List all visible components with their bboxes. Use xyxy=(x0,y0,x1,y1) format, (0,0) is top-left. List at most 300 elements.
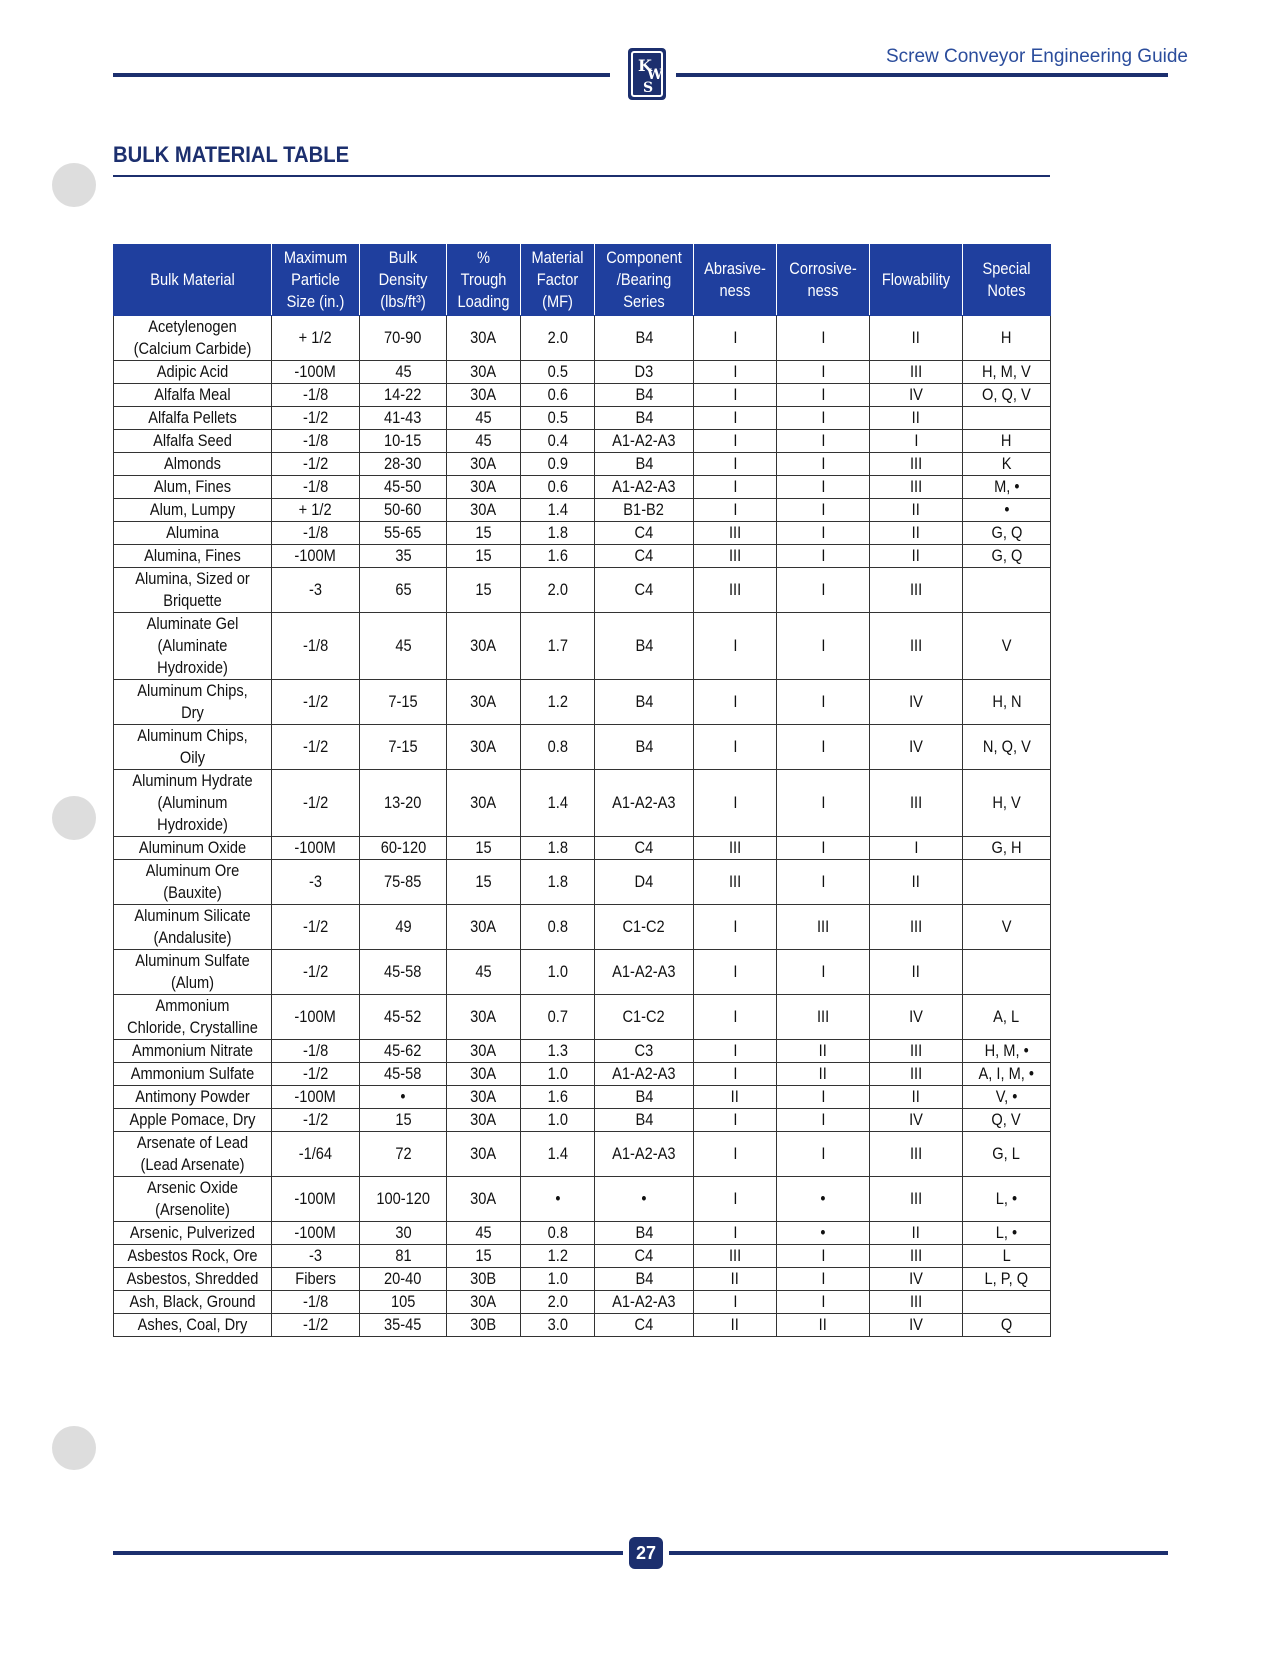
cell-text: I xyxy=(732,1041,738,1060)
cell-text: II xyxy=(911,1223,921,1242)
cell-component-series xyxy=(595,522,694,545)
cell-special-notes xyxy=(963,1177,1051,1222)
cell-text: I xyxy=(820,523,826,542)
header-abrasiveness xyxy=(694,245,777,316)
cell-text: + 1/2 xyxy=(299,500,332,519)
cell-text: Antimony Powder xyxy=(135,1087,250,1106)
table-row xyxy=(114,1245,1051,1268)
header-label: Maximum Particle Size (in.) xyxy=(283,248,348,311)
cell-text: IV xyxy=(909,1315,923,1334)
cell-special-notes xyxy=(963,837,1051,860)
cell-text: I xyxy=(820,431,826,450)
cell-text: III xyxy=(816,917,830,936)
cell-text: G, Q xyxy=(991,546,1022,565)
cell-text: 1.4 xyxy=(547,1144,568,1163)
cell-text: I xyxy=(732,1007,738,1026)
cell-corrosiveness xyxy=(777,725,870,770)
cell-corrosiveness xyxy=(777,950,870,995)
cell-text: B4 xyxy=(635,454,653,473)
cell-material-factor xyxy=(521,568,595,613)
cell-material-factor xyxy=(521,680,595,725)
cell-text: -1/8 xyxy=(302,385,329,404)
cell-abrasiveness xyxy=(694,950,777,995)
cell-special-notes xyxy=(963,1222,1051,1245)
cell-text: 45-58 xyxy=(384,1064,422,1083)
cell-material-factor xyxy=(521,905,595,950)
cell-bulk-density xyxy=(360,725,447,770)
cell-text: II xyxy=(911,872,921,891)
header-label: Special Notes xyxy=(982,259,1031,300)
cell-text: 41-43 xyxy=(384,408,422,427)
header-special-notes xyxy=(963,245,1051,316)
cell-text: 30A xyxy=(470,917,497,936)
cell-abrasiveness xyxy=(694,1040,777,1063)
cell-text: L, P, Q xyxy=(984,1269,1029,1288)
cell-text: A1-A2-A3 xyxy=(612,793,676,812)
cell-text: III xyxy=(909,362,923,381)
cell-flowability xyxy=(870,1222,963,1245)
binder-hole-top xyxy=(52,163,96,207)
cell-trough-loading xyxy=(447,545,521,568)
cell-text: -1/8 xyxy=(302,477,329,496)
cell-text: -3 xyxy=(308,580,323,599)
footer-rule-left xyxy=(113,1551,623,1555)
cell-text: Alumina, Sized or Briquette xyxy=(135,569,250,610)
cell-max-particle-size xyxy=(272,453,360,476)
cell-text: 30A xyxy=(470,362,497,381)
cell-trough-loading xyxy=(447,499,521,522)
cell-text: III xyxy=(909,793,923,812)
cell-text: I xyxy=(732,500,738,519)
cell-text: 3.0 xyxy=(547,1315,568,1334)
cell-text: Q, V xyxy=(991,1110,1022,1129)
kws-logo xyxy=(626,46,668,102)
cell-text: I xyxy=(820,1246,826,1265)
cell-text: • xyxy=(820,1189,826,1208)
cell-text: 30A xyxy=(470,1041,497,1060)
header-label: Flowability xyxy=(881,270,951,289)
cell-text: • xyxy=(820,1223,826,1242)
cell-text: 30A xyxy=(470,1292,497,1311)
cell-trough-loading xyxy=(447,995,521,1040)
cell-text: 15 xyxy=(475,523,492,542)
cell-component-series xyxy=(595,680,694,725)
cell-corrosiveness xyxy=(777,568,870,613)
cell-material-factor xyxy=(521,361,595,384)
cell-max-particle-size xyxy=(272,430,360,453)
cell-text: II xyxy=(911,408,921,427)
cell-text: I xyxy=(732,431,738,450)
cell-bulk-density xyxy=(360,430,447,453)
table-row xyxy=(114,384,1051,407)
cell-text: H, N xyxy=(991,692,1022,711)
cell-text: V xyxy=(1001,636,1012,655)
cell-corrosiveness xyxy=(777,476,870,499)
cell-text: I xyxy=(732,1144,738,1163)
cell-abrasiveness xyxy=(694,1268,777,1291)
cell-abrasiveness xyxy=(694,860,777,905)
cell-abrasiveness xyxy=(694,1063,777,1086)
cell-material-factor xyxy=(521,995,595,1040)
cell-material-factor xyxy=(521,499,595,522)
cell-trough-loading xyxy=(447,453,521,476)
cell-text: Q xyxy=(1000,1315,1013,1334)
cell-text: 0.6 xyxy=(547,477,568,496)
cell-material-factor xyxy=(521,1245,595,1268)
cell-text: 2.0 xyxy=(547,328,568,347)
cell-max-particle-size xyxy=(272,680,360,725)
cell-text: Ashes, Coal, Dry xyxy=(137,1315,248,1334)
cell-component-series xyxy=(595,1040,694,1063)
cell-text: I xyxy=(820,1144,826,1163)
cell-text: 72 xyxy=(394,1144,412,1163)
cell-trough-loading xyxy=(447,1132,521,1177)
header-label: Bulk Density (lbs/ft³) xyxy=(378,248,428,311)
cell-bulk-material xyxy=(114,384,272,407)
cell-bulk-material xyxy=(114,725,272,770)
cell-trough-loading xyxy=(447,384,521,407)
cell-text: G, L xyxy=(992,1144,1021,1163)
cell-component-series xyxy=(595,1222,694,1245)
cell-material-factor xyxy=(521,453,595,476)
cell-component-series xyxy=(595,1177,694,1222)
cell-text: 30A xyxy=(470,636,497,655)
cell-max-particle-size xyxy=(272,1245,360,1268)
cell-corrosiveness xyxy=(777,430,870,453)
cell-component-series xyxy=(595,430,694,453)
cell-text: II xyxy=(911,546,921,565)
cell-flowability xyxy=(870,1314,963,1337)
cell-bulk-material xyxy=(114,522,272,545)
header-rule-right xyxy=(676,73,1168,77)
header-flowability xyxy=(870,245,963,316)
cell-text: 30B xyxy=(470,1315,497,1334)
header-label: Abrasive- ness xyxy=(704,259,766,300)
cell-bulk-density xyxy=(360,499,447,522)
cell-material-factor xyxy=(521,316,595,361)
cell-text: III xyxy=(909,1144,923,1163)
cell-bulk-material xyxy=(114,613,272,680)
cell-text: 45 xyxy=(475,962,492,981)
cell-max-particle-size xyxy=(272,522,360,545)
cell-text: Alum, Lumpy xyxy=(149,500,236,519)
cell-text: 1.0 xyxy=(547,962,568,981)
table-row xyxy=(114,361,1051,384)
cell-bulk-material xyxy=(114,1291,272,1314)
header-bulk-density xyxy=(360,245,447,316)
cell-bulk-density xyxy=(360,316,447,361)
cell-bulk-material xyxy=(114,1268,272,1291)
cell-text: 10-15 xyxy=(384,431,422,450)
cell-text: I xyxy=(820,454,826,473)
cell-text: IV xyxy=(909,692,923,711)
cell-trough-loading xyxy=(447,476,521,499)
cell-abrasiveness xyxy=(694,384,777,407)
cell-text: 45-58 xyxy=(384,962,422,981)
cell-trough-loading xyxy=(447,725,521,770)
cell-abrasiveness xyxy=(694,407,777,430)
table-row xyxy=(114,613,1051,680)
cell-max-particle-size xyxy=(272,1268,360,1291)
cell-text: I xyxy=(820,838,826,857)
table-body xyxy=(114,316,1051,1337)
cell-text: 1.6 xyxy=(547,1087,568,1106)
cell-abrasiveness xyxy=(694,770,777,837)
cell-component-series xyxy=(595,1109,694,1132)
cell-trough-loading xyxy=(447,770,521,837)
header-label: % Trough Loading xyxy=(457,248,510,311)
cell-text: Arsenate of Lead (Lead Arsenate) xyxy=(136,1133,249,1174)
cell-text: B4 xyxy=(635,1087,653,1106)
cell-text: -1/8 xyxy=(302,431,329,450)
cell-trough-loading xyxy=(447,1063,521,1086)
cell-bulk-material xyxy=(114,545,272,568)
cell-special-notes xyxy=(963,725,1051,770)
binder-hole-bottom xyxy=(52,1426,96,1470)
cell-text: A1-A2-A3 xyxy=(612,962,676,981)
cell-text: 30A xyxy=(470,328,497,347)
cell-component-series xyxy=(595,950,694,995)
cell-text: IV xyxy=(909,737,923,756)
cell-bulk-material xyxy=(114,476,272,499)
cell-max-particle-size xyxy=(272,1086,360,1109)
table-row xyxy=(114,522,1051,545)
cell-component-series xyxy=(595,1314,694,1337)
cell-flowability xyxy=(870,1291,963,1314)
cell-max-particle-size xyxy=(272,545,360,568)
cell-abrasiveness xyxy=(694,905,777,950)
cell-bulk-material xyxy=(114,430,272,453)
cell-material-factor xyxy=(521,407,595,430)
cell-corrosiveness xyxy=(777,1245,870,1268)
cell-component-series xyxy=(595,1291,694,1314)
cell-bulk-density xyxy=(360,950,447,995)
cell-material-factor xyxy=(521,613,595,680)
cell-text: C4 xyxy=(634,580,654,599)
cell-bulk-density xyxy=(360,1063,447,1086)
bulk-material-table xyxy=(113,244,1051,1337)
cell-trough-loading xyxy=(447,1245,521,1268)
cell-bulk-density xyxy=(360,361,447,384)
cell-text: 0.8 xyxy=(547,917,568,936)
cell-text: Alumina, Fines xyxy=(144,546,241,565)
cell-material-factor xyxy=(521,522,595,545)
cell-trough-loading xyxy=(447,568,521,613)
cell-text: D3 xyxy=(634,362,654,381)
cell-text: 35-45 xyxy=(384,1315,422,1334)
cell-bulk-density xyxy=(360,1245,447,1268)
cell-text: III xyxy=(909,477,923,496)
cell-text: V, • xyxy=(995,1087,1018,1106)
cell-text: I xyxy=(820,546,826,565)
cell-text: 1.3 xyxy=(547,1041,568,1060)
cell-flowability xyxy=(870,316,963,361)
cell-bulk-material xyxy=(114,905,272,950)
cell-text: I xyxy=(732,362,738,381)
cell-text: I xyxy=(820,362,826,381)
cell-corrosiveness xyxy=(777,316,870,361)
cell-text: 0.8 xyxy=(547,737,568,756)
cell-flowability xyxy=(870,950,963,995)
cell-max-particle-size xyxy=(272,1132,360,1177)
cell-component-series xyxy=(595,476,694,499)
cell-text: I xyxy=(820,408,826,427)
cell-text: A1-A2-A3 xyxy=(612,1064,676,1083)
cell-text: 1.2 xyxy=(547,1246,568,1265)
footer-rule-right xyxy=(669,1551,1168,1555)
cell-text: -100M xyxy=(294,546,337,565)
cell-component-series xyxy=(595,316,694,361)
cell-text: A, L xyxy=(993,1007,1020,1026)
cell-flowability xyxy=(870,1086,963,1109)
cell-text: • xyxy=(1003,500,1010,519)
cell-text: 45 xyxy=(394,362,412,381)
cell-material-factor xyxy=(521,1040,595,1063)
binder-hole-middle xyxy=(52,796,96,840)
cell-text: -3 xyxy=(308,872,323,891)
cell-text: I xyxy=(820,962,826,981)
cell-text: V xyxy=(1001,917,1012,936)
cell-max-particle-size xyxy=(272,950,360,995)
cell-component-series xyxy=(595,770,694,837)
cell-text: I xyxy=(820,1292,826,1311)
cell-text: Aluminum Sulfate (Alum) xyxy=(135,951,250,992)
cell-text: I xyxy=(820,793,826,812)
cell-text: I xyxy=(732,917,738,936)
cell-text: III xyxy=(909,917,923,936)
cell-text: 7-15 xyxy=(388,692,418,711)
cell-max-particle-size xyxy=(272,407,360,430)
cell-max-particle-size xyxy=(272,1040,360,1063)
cell-text: Asbestos, Shredded xyxy=(126,1269,259,1288)
cell-text: A1-A2-A3 xyxy=(612,1144,676,1163)
cell-bulk-material xyxy=(114,680,272,725)
table-row xyxy=(114,1222,1051,1245)
cell-material-factor xyxy=(521,1268,595,1291)
cell-text: II xyxy=(911,523,921,542)
cell-abrasiveness xyxy=(694,499,777,522)
cell-text: Asbestos Rock, Ore xyxy=(127,1246,258,1265)
cell-max-particle-size xyxy=(272,860,360,905)
cell-text: • xyxy=(641,1189,647,1208)
cell-corrosiveness xyxy=(777,613,870,680)
cell-text: 0.5 xyxy=(547,408,568,427)
cell-flowability xyxy=(870,522,963,545)
cell-bulk-material xyxy=(114,837,272,860)
cell-abrasiveness xyxy=(694,1086,777,1109)
cell-trough-loading xyxy=(447,680,521,725)
cell-flowability xyxy=(870,453,963,476)
cell-max-particle-size xyxy=(272,1314,360,1337)
cell-abrasiveness xyxy=(694,725,777,770)
table-row xyxy=(114,1040,1051,1063)
cell-text: I xyxy=(820,692,826,711)
cell-text: H, M, • xyxy=(984,1041,1029,1060)
cell-text: III xyxy=(909,1041,923,1060)
cell-text: I xyxy=(820,636,826,655)
cell-max-particle-size xyxy=(272,568,360,613)
cell-component-series xyxy=(595,384,694,407)
cell-abrasiveness xyxy=(694,1109,777,1132)
cell-text: III xyxy=(909,1246,923,1265)
table-row xyxy=(114,1177,1051,1222)
cell-text: 75-85 xyxy=(384,872,422,891)
cell-text: -1/2 xyxy=(302,793,329,812)
cell-abrasiveness xyxy=(694,837,777,860)
cell-text: 30A xyxy=(470,692,497,711)
cell-trough-loading xyxy=(447,1086,521,1109)
table-row xyxy=(114,1132,1051,1177)
cell-text: Arsenic, Pulverized xyxy=(129,1223,256,1242)
cell-text: I xyxy=(820,737,826,756)
cell-corrosiveness xyxy=(777,522,870,545)
cell-text: I xyxy=(732,1189,738,1208)
cell-corrosiveness xyxy=(777,361,870,384)
cell-text: 15 xyxy=(394,1110,412,1129)
cell-text: 0.8 xyxy=(547,1223,568,1242)
cell-bulk-density xyxy=(360,522,447,545)
table-row xyxy=(114,453,1051,476)
cell-trough-loading xyxy=(447,361,521,384)
cell-special-notes xyxy=(963,1040,1051,1063)
cell-special-notes xyxy=(963,1268,1051,1291)
header-max-particle-size xyxy=(272,245,360,316)
cell-special-notes xyxy=(963,1109,1051,1132)
cell-text: 30A xyxy=(470,500,497,519)
cell-flowability xyxy=(870,476,963,499)
cell-text: Aluminum Chips, Oily xyxy=(137,726,248,767)
cell-max-particle-size xyxy=(272,1291,360,1314)
table-row xyxy=(114,837,1051,860)
cell-special-notes xyxy=(963,430,1051,453)
cell-component-series xyxy=(595,995,694,1040)
cell-max-particle-size xyxy=(272,361,360,384)
cell-component-series xyxy=(595,1245,694,1268)
cell-flowability xyxy=(870,1063,963,1086)
table-row xyxy=(114,1314,1051,1337)
cell-text: I xyxy=(820,500,826,519)
cell-corrosiveness xyxy=(777,770,870,837)
cell-max-particle-size xyxy=(272,316,360,361)
table-row xyxy=(114,316,1051,361)
cell-text: I xyxy=(820,1269,826,1288)
cell-trough-loading xyxy=(447,522,521,545)
cell-trough-loading xyxy=(447,837,521,860)
table-row xyxy=(114,430,1051,453)
cell-bulk-density xyxy=(360,568,447,613)
cell-max-particle-size xyxy=(272,1063,360,1086)
section-title: BULK MATERIAL TABLE xyxy=(113,142,350,167)
cell-special-notes xyxy=(963,1063,1051,1086)
cell-max-particle-size xyxy=(272,1222,360,1245)
cell-abrasiveness xyxy=(694,1245,777,1268)
cell-text: 20-40 xyxy=(384,1269,422,1288)
cell-text: I xyxy=(913,431,919,450)
cell-text: I xyxy=(732,962,738,981)
cell-text: 30A xyxy=(470,1064,497,1083)
cell-special-notes xyxy=(963,316,1051,361)
cell-bulk-material xyxy=(114,770,272,837)
table-row xyxy=(114,860,1051,905)
cell-text: 1.6 xyxy=(547,546,568,565)
cell-text: B4 xyxy=(635,408,653,427)
cell-corrosiveness xyxy=(777,860,870,905)
cell-text: 15 xyxy=(475,546,492,565)
cell-bulk-material xyxy=(114,361,272,384)
cell-text: H, M, V xyxy=(982,362,1031,381)
cell-text: -1/8 xyxy=(302,636,329,655)
cell-text: B4 xyxy=(635,1269,653,1288)
